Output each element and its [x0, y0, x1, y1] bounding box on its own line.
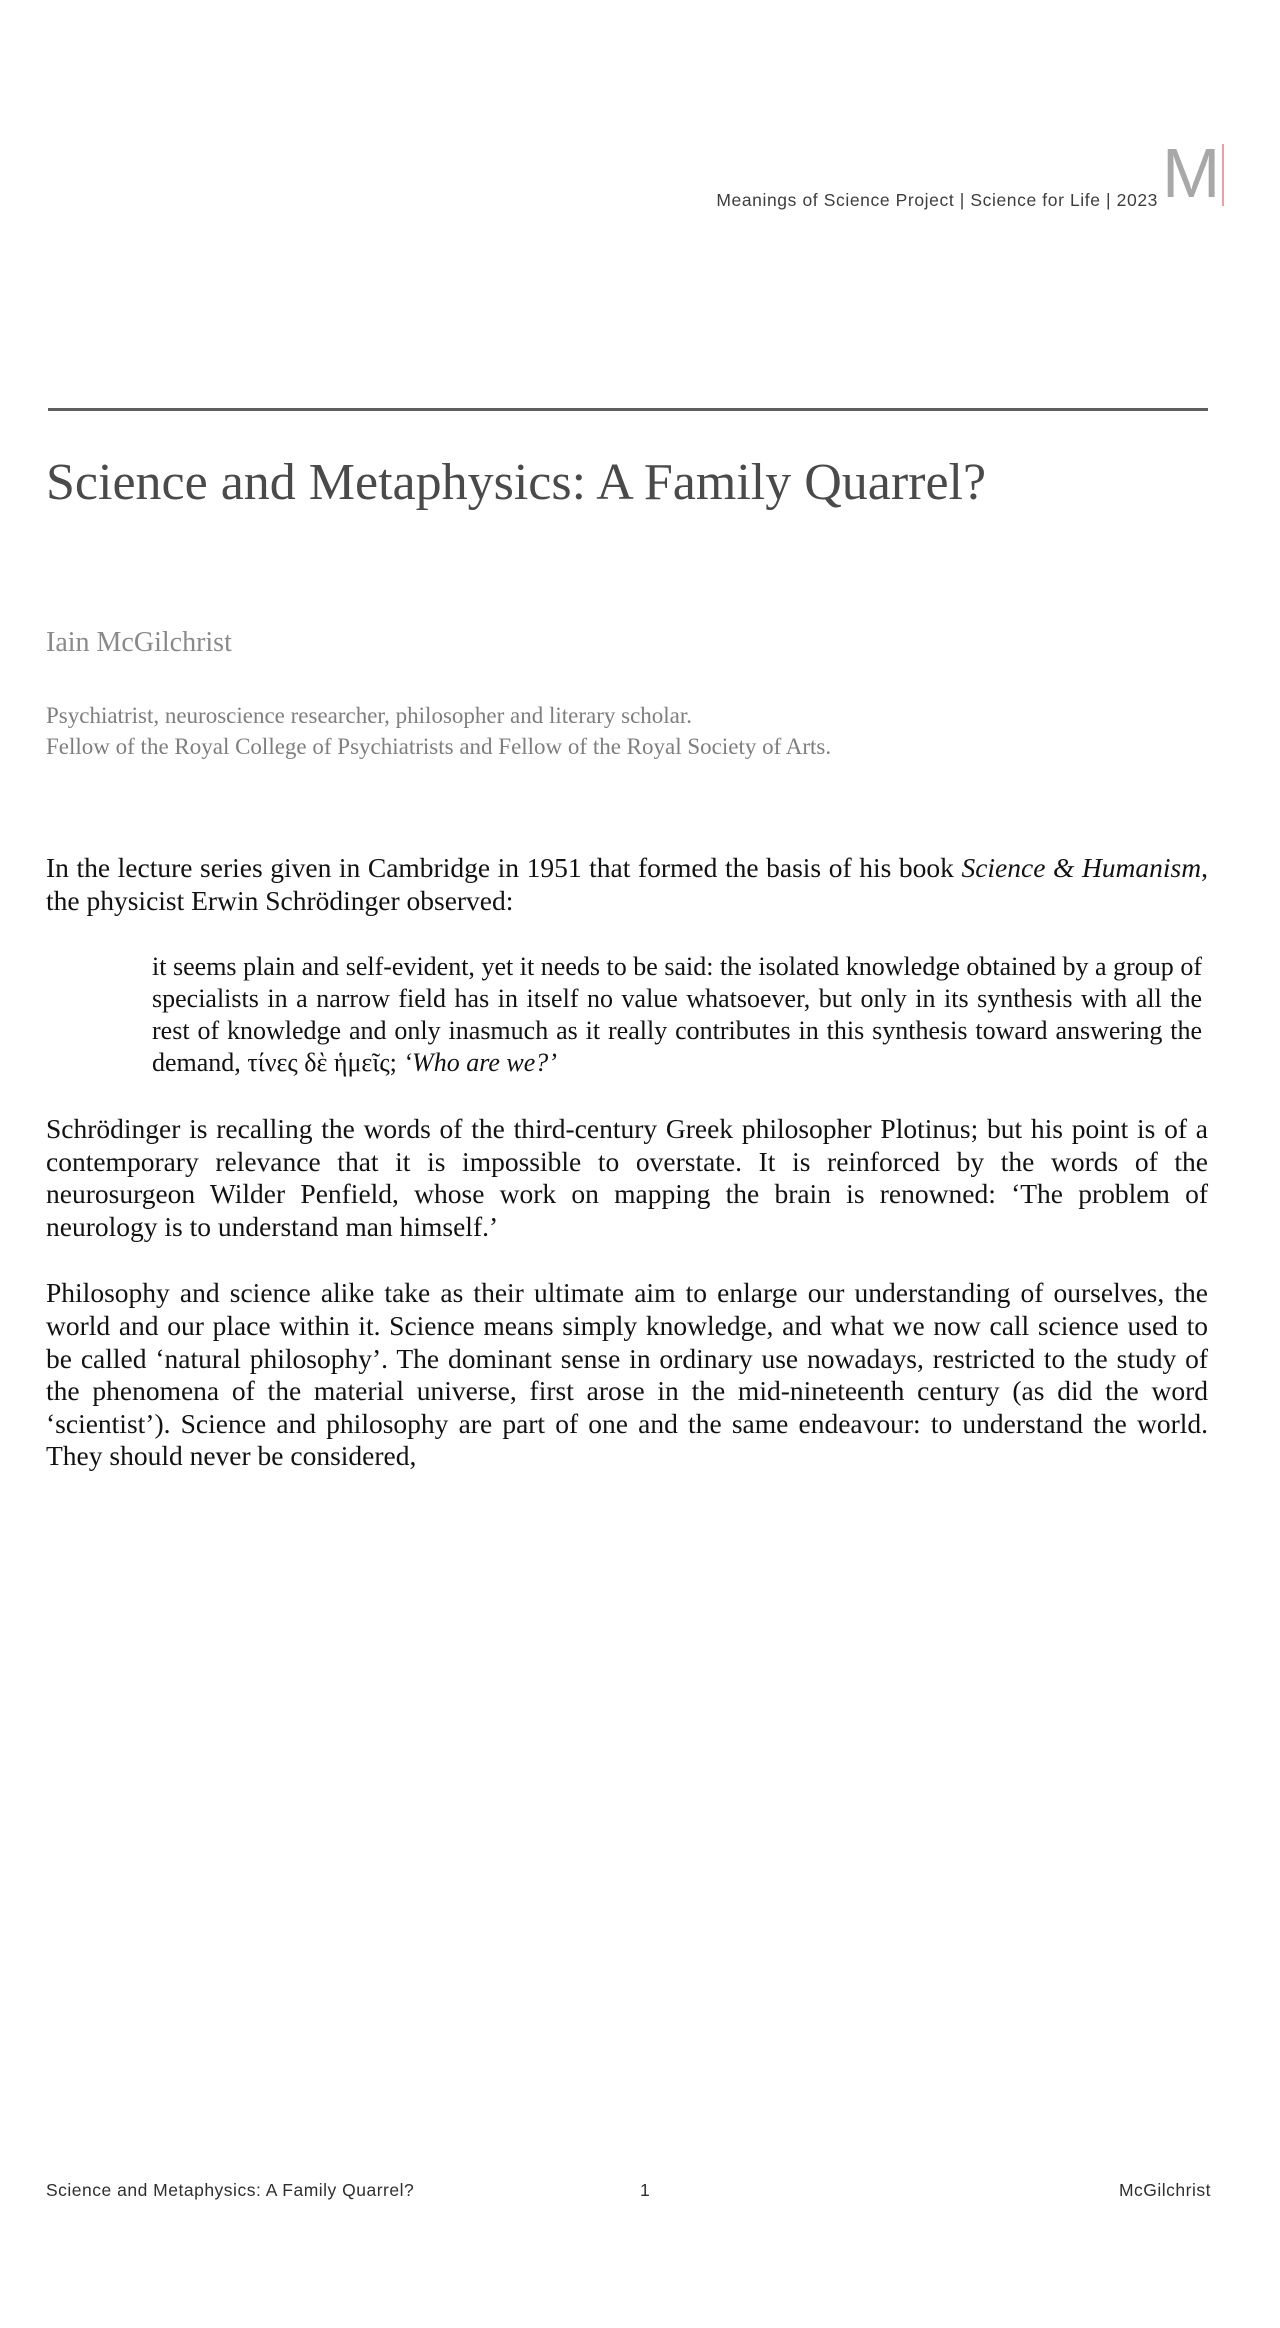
footer-document-title: Science and Metaphysics: A Family Quarrel?	[46, 2180, 415, 2200]
blockquote-main-text: it seems plain and self-evident, yet it needs to be said: the isolated knowledge obtained by a group of specialists in a narrow field has in itself no value whatsoever, but only in its synthesis with all the rest of knowledge and only inasmuch as it really contributes in this synthesis toward answering the demand,	[152, 952, 1202, 1078]
header-meta-line: Meanings of Science Project | Science for Life | 2023	[716, 190, 1158, 210]
page-title: Science and Metaphysics: A Family Quarrel?	[46, 453, 987, 511]
article-body	[46, 852, 1208, 1507]
paragraph-intro	[46, 852, 1208, 917]
author-name: Iain McGilchrist	[46, 627, 232, 658]
author-bio-line-2: Fellow of the Royal College of Psychiatrists and Fellow of the Royal Society of Arts.	[46, 734, 832, 760]
page-header	[48, 134, 1232, 258]
book-title-science-and-humanism: Science & Humanism	[961, 852, 1202, 883]
page-footer	[46, 2180, 1211, 2210]
footer-page-number: 1	[640, 2180, 651, 2200]
footer-author-name: McGilchrist	[1118, 2180, 1211, 2200]
logo-letter-m-icon: M	[1162, 134, 1220, 212]
author-bio-line-1: Psychiatrist, neuroscience researcher, philosopher and literary scholar.	[46, 703, 693, 728]
schrodinger-blockquote	[152, 951, 1202, 1079]
blockquote-translation: ‘Who are we?’	[396, 1048, 557, 1078]
title-divider	[48, 408, 1208, 411]
paragraph-intro-text-a: In the lecture series given in Cambridge in 1951 that formed the basis of his book	[46, 852, 962, 883]
paragraph-philosophy-and-science: Philosophy and science alike take as their ultimate aim to enlarge our understanding of ourselves, the world and our place within it. Science means simply knowledge, and what we now call science used to be called ‘natural philosophy’. The dominant sense in ordinary use nowadays, restricted to the study of the phenomena of the material universe, first arose in the mid-nineteenth century (as did the word ‘scientist’). Science and philosophy are part of one and the same endeavour: to understand the world. They should never be considered,	[46, 1277, 1208, 1472]
author-bio	[46, 700, 1176, 762]
paragraph-plotinus-penfield: Schrödinger is recalling the words of the third-century Greek philosopher Plotinus; but his point is of a contemporary relevance that it is impossible to overstate. It is reinforced by the words of the neurosurgeon Wilder Penfield, whose work on mapping the brain is renowned: ‘The problem of neurology is to understand man himself.’	[46, 1113, 1208, 1242]
paragraph-intro-text-b: , the physicist Erwin Schrödinger observed:	[46, 852, 1208, 916]
blockquote-greek-text: τίνες δὲ ἡμεῖς;	[247, 1048, 397, 1078]
meanings-of-science-logo	[1162, 130, 1232, 216]
logo-accent-bar-icon	[1222, 144, 1224, 206]
